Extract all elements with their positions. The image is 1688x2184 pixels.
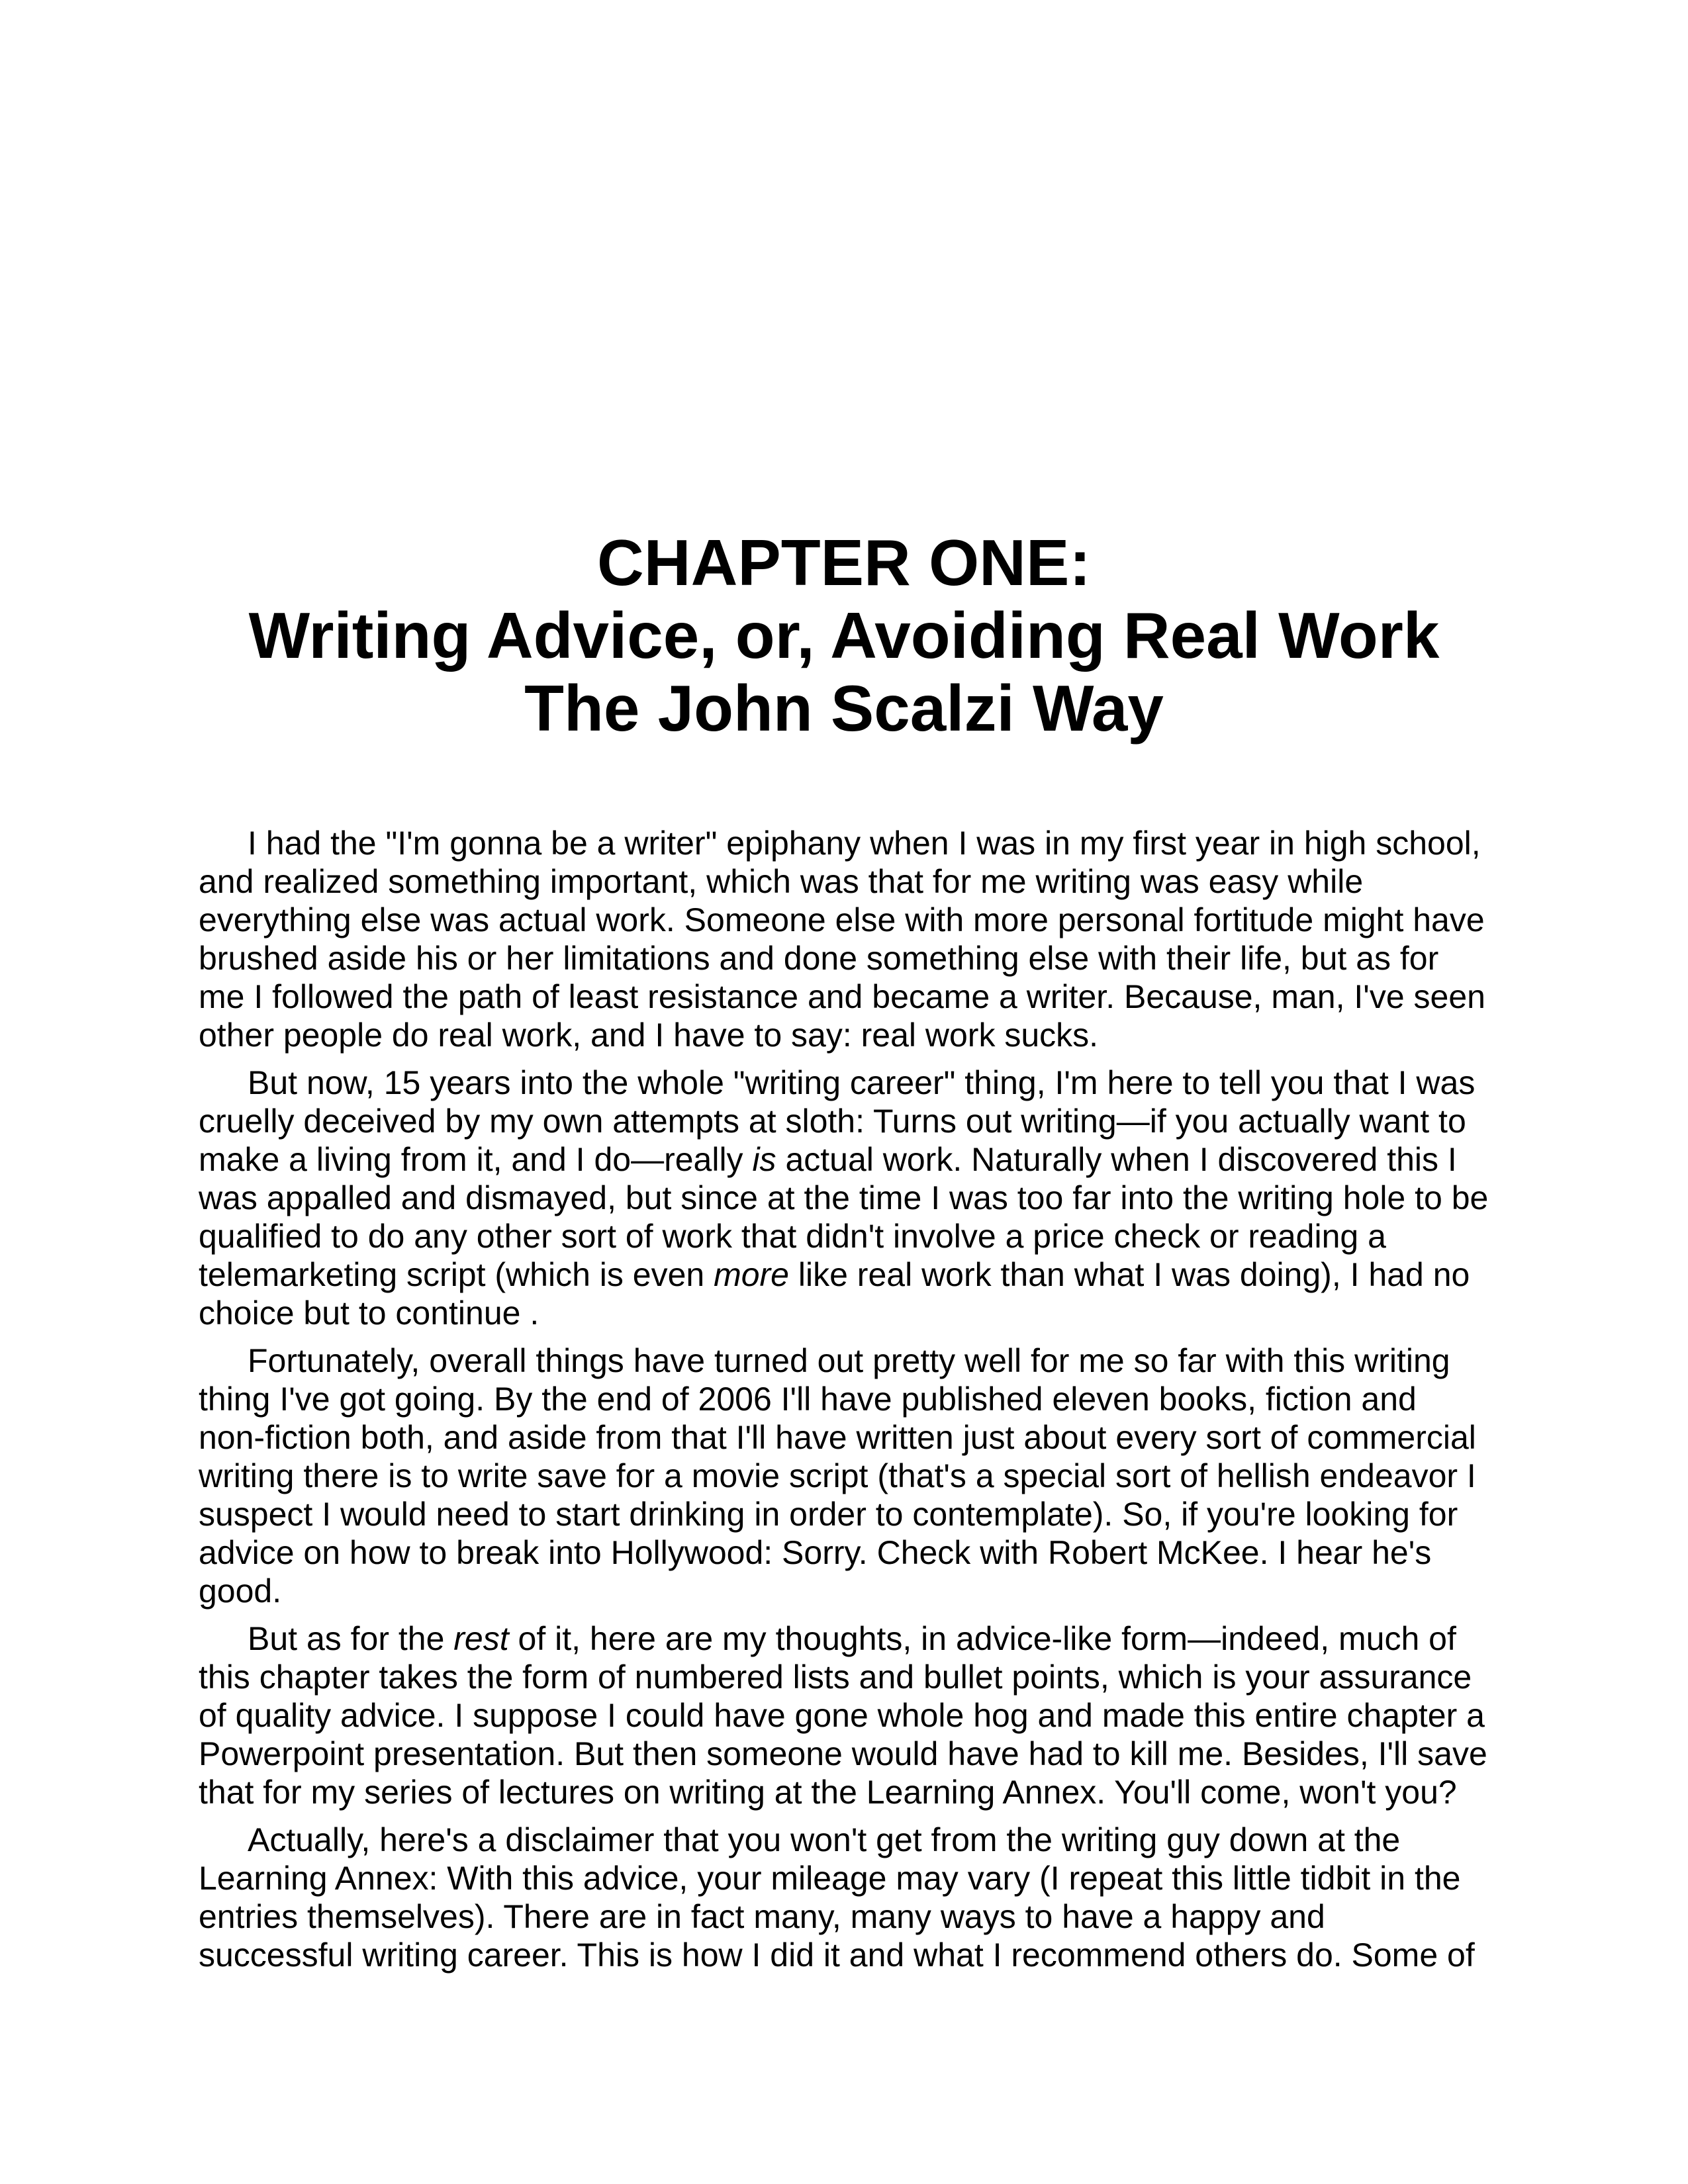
text-line: entries themselves). There are in fact many, many ways to have a happy and (199, 1898, 1325, 1935)
text-line: Fortunately, overall things have turned out pretty well for me so far with this writing (248, 1342, 1450, 1379)
text-line: choice but to continue . (199, 1295, 539, 1332)
chapter-heading: CHAPTER ONE: (597, 526, 1091, 599)
text-line (199, 1140, 1496, 1179)
text-line: Actually, here's a disclaimer that you won't get from the writing guy down at the (248, 1821, 1401, 1858)
chapter-title-line: Writing Advice, or, Avoiding Real Work (248, 599, 1440, 672)
emphasis-text: is (752, 1141, 776, 1178)
text-line: and realized something important, which was that for me writing was easy while (199, 863, 1364, 900)
text-run: like real work than what I was doing), I had no (789, 1256, 1470, 1293)
text-run: of it, here are my thoughts, in advice-like form—indeed, much of (508, 1620, 1456, 1657)
text-line: writing there is to write save for a movie script (that's a special sort of hellish endeavor I (199, 1457, 1476, 1494)
text-line: was appalled and dismayed, but since at the time I was too far into the writing hole to be (199, 1179, 1489, 1216)
text-line: Learning Annex: With this advice, your mileage may vary (I repeat this little tidbit in the (199, 1860, 1461, 1897)
text-line: this chapter takes the form of numbered lists and bullet points, which is your assurance (199, 1659, 1472, 1696)
text-line: good. (199, 1572, 282, 1610)
body-text (199, 824, 1496, 1983)
text-run: telemarketing script (which is even (199, 1256, 714, 1293)
text-line (199, 1255, 1496, 1294)
text-line: brushed aside his or her limitations and done something else with their life, but as for (199, 940, 1439, 977)
paragraph (199, 1821, 1496, 1974)
paragraph (199, 1064, 1496, 1332)
text-line: me I followed the path of least resistance and became a writer. Because, man, I've seen (199, 978, 1485, 1015)
text-line: suspect I would need to start drinking in order to contemplate). So, if you're looking for (199, 1496, 1458, 1533)
text-run: make a living from it, and I do—really (199, 1141, 753, 1178)
text-line: non-fiction both, and aside from that I'll have written just about every sort of commercial (199, 1419, 1476, 1456)
text-line: of quality advice. I suppose I could have gone whole hog and made this entire chapter a (199, 1697, 1485, 1734)
text-line: successful writing career. This is how I did it and what I recommend others do. Some of (199, 1936, 1475, 1974)
text-line: But now, 15 years into the whole "writing career" thing, I'm here to tell you that I was (248, 1064, 1476, 1101)
emphasis-text: rest (453, 1620, 509, 1657)
text-run: But as for the (248, 1620, 454, 1657)
text-line: advice on how to break into Hollywood: Sorry. Check with Robert McKee. I hear he's (199, 1534, 1432, 1571)
text-line: I had the "I'm gonna be a writer" epiphany when I was in my first year in high school, (248, 825, 1481, 862)
paragraph (199, 1342, 1496, 1610)
chapter-subtitle-line: The John Scalzi Way (524, 672, 1164, 745)
text-line: other people do real work, and I have to say: real work sucks. (199, 1017, 1099, 1054)
paragraph (199, 1619, 1496, 1811)
text-line: that for my series of lectures on writing at the Learning Annex. You'll come, won't you? (199, 1774, 1457, 1811)
text-line: thing I've got going. By the end of 2006 I'll have published eleven books, fiction and (199, 1381, 1417, 1418)
text-line: Powerpoint presentation. But then someone would have had to kill me. Besides, I'll save (199, 1735, 1487, 1772)
paragraph (199, 824, 1496, 1054)
text-line: qualified to do any other sort of work that didn't involve a price check or reading a (199, 1218, 1386, 1255)
emphasis-text: more (714, 1256, 789, 1293)
text-line: cruelly deceived by my own attempts at sloth: Turns out writing—if you actually want to (199, 1103, 1466, 1140)
text-line (199, 1619, 1496, 1658)
text-line: everything else was actual work. Someone else with more personal fortitude might have (199, 901, 1485, 938)
text-run: actual work. Naturally when I discovered this I (776, 1141, 1457, 1178)
chapter-title (0, 526, 1688, 745)
